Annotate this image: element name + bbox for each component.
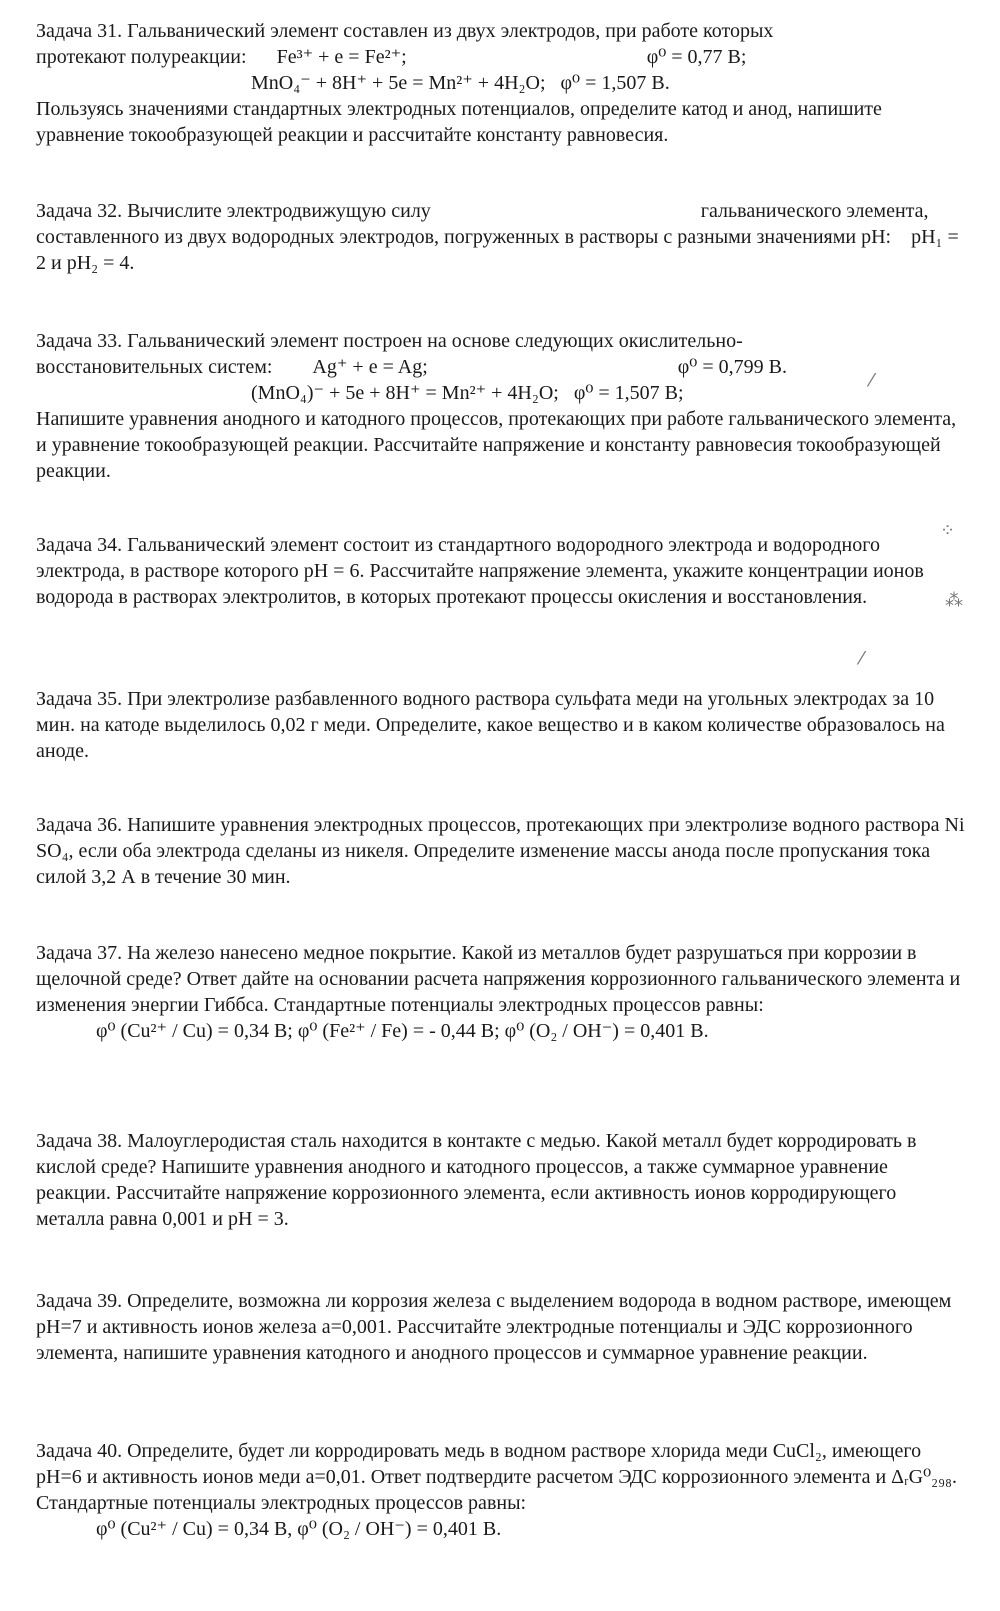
task-text: Гальванический элемент составлен из двух электродов, при работе которых <box>127 20 774 42</box>
scan-noise-mark: ⁂ <box>945 590 963 611</box>
task-40 <box>36 1438 966 1542</box>
task-label: Задача 40. <box>36 1440 123 1462</box>
task-text: Гальванический элемент построен на основе следующих окислительно- <box>127 330 743 352</box>
task-37 <box>36 940 966 1044</box>
task-text: На железо нанесено медное покрытие. Какой из металлов будет разрушаться при коррозии в щелочной среде? Ответ дайте на основании расчета напряжения коррозионного гальванического элемента и изменения энергии Гиббса. Стандартные потенциалы электродных процессов равны: <box>36 942 961 1016</box>
ph-values: pH₁ = 2 и pH₂ = 4. <box>36 226 959 274</box>
task-36 <box>36 812 966 890</box>
task-text: Напишите уравнения электродных процессов, протекающих при электролизе водного раствора Ni SO₄, если оба электрода сделаны из никеля. Определите изменение массы анода после пропускания тока силой 3,2 А в течение 30 мин. <box>36 814 965 888</box>
equation: Ag⁺ + e = Ag; <box>312 356 428 378</box>
task-text: Пользуясь значениями стандартных электродных потенциалов, определите катод и анод, напишите уравнение токообразующей реакции и рассчитайте константу равновесия. <box>36 98 882 146</box>
task-32 <box>36 198 966 276</box>
task-text: Гальванический элемент состоит из стандартного водородного электрода и водородного электрода, в растворе которого pH = 6. Рассчитайте напряжение элемента, укажите концентрации ионов водорода в растворах электролитов, в которых протекают процессы окисления и восстановления. <box>36 534 924 608</box>
task-text: восстановительных систем: <box>36 356 273 378</box>
potential-value: φ⁰ = 1,507 В. <box>560 72 670 94</box>
equation: (MnO₄)⁻ + 5e + 8H⁺ = Mn²⁺ + 4H₂O; <box>251 382 559 404</box>
potential-value: φ⁰ = 0,799 В. <box>677 356 787 378</box>
task-text: протекают полуреакции: <box>36 46 247 68</box>
task-label: Задача 33. <box>36 330 123 352</box>
task-33 <box>36 328 966 484</box>
potential-value: φ⁰ = 1,507 В; <box>573 382 684 404</box>
task-label: Задача 36. <box>36 814 123 836</box>
scan-noise-mark: ⁘ <box>940 520 956 541</box>
task-34 <box>36 532 966 610</box>
equation: MnO₄⁻ + 8H⁺ + 5e = Mn²⁺ + 4H₂O; <box>251 72 546 94</box>
potential-value: φ⁰ = 0,77 В; <box>646 46 747 68</box>
task-text: Малоуглеродистая сталь находится в контакте с медью. Какой металл будет корродировать в кислой среде? Напишите уравнения анодного и катодного процессов, а также суммарное уравнение реакции. Рассчитайте напряжение коррозионного элемента, если активность ионов корродирующего металла равна 0,001 и pH = 3. <box>36 1130 917 1230</box>
task-31 <box>36 18 966 148</box>
task-text: Вычислите электродвижущую силу <box>127 200 431 222</box>
task-38 <box>36 1128 966 1232</box>
potentials-equation: φ⁰ (Cu²⁺ / Cu) = 0,34 В; φ⁰ (Fe²⁺ / Fe) = - 0,44 В; φ⁰ (O₂ / OH⁻) = 0,401 В. <box>96 1020 709 1042</box>
task-label: Задача 39. <box>36 1290 123 1312</box>
task-39 <box>36 1288 966 1366</box>
equation: Fe³⁺ + e = Fe²⁺; <box>276 46 407 68</box>
task-text: Определите, будет ли корродировать медь в водном растворе хлорида меди CuCl₂, имеющего pH=6 и активность ионов меди a=0,01. Ответ подтвердите расчетом ЭДС коррозионного элемента и ΔᵣG⁰₂₉₈. Стандартные потенциалы электродных процессов равны: <box>36 1440 958 1514</box>
task-35 <box>36 686 966 764</box>
task-text: При электролизе разбавленного водного раствора сульфата меди на угольных электродах за 10 мин. на катоде выделилось 0,02 г меди. Определите, какое вещество и в каком количестве образовалось на аноде. <box>36 688 945 762</box>
task-label: Задача 32. <box>36 200 123 222</box>
scan-noise-mark: ⁄ <box>870 370 874 391</box>
potentials-equation: φ⁰ (Cu²⁺ / Cu) = 0,34 В, φ⁰ (O₂ / OH⁻) = 0,401 В. <box>96 1518 502 1540</box>
task-label: Задача 34. <box>36 534 123 556</box>
task-text: Определите, возможна ли коррозия железа с выделением водорода в водном растворе, имеющем pH=7 и активность ионов железа a=0,001. Рассчитайте электродные потенциалы и ЭДС коррозионного элемента, напишите уравнения катодного и анодного процессов и суммарное уравнение реакции. <box>36 1290 952 1364</box>
task-label: Задача 37. <box>36 942 123 964</box>
scan-noise-mark: ⁄ <box>860 648 864 669</box>
task-text: Напишите уравнения анодного и катодного процессов, протекающих при работе гальванического элемента, и уравнение токообразующей реакции. Рассчитайте напряжение и константу равновесия токообразующей реакции. <box>36 408 957 482</box>
task-label: Задача 31. <box>36 20 123 42</box>
task-label: Задача 35. <box>36 688 123 710</box>
task-label: Задача 38. <box>36 1130 123 1152</box>
task-text: гальванического элемента, составленного из двух водородных электродов, погруженных в растворы с разными значениями pH: <box>36 200 929 248</box>
